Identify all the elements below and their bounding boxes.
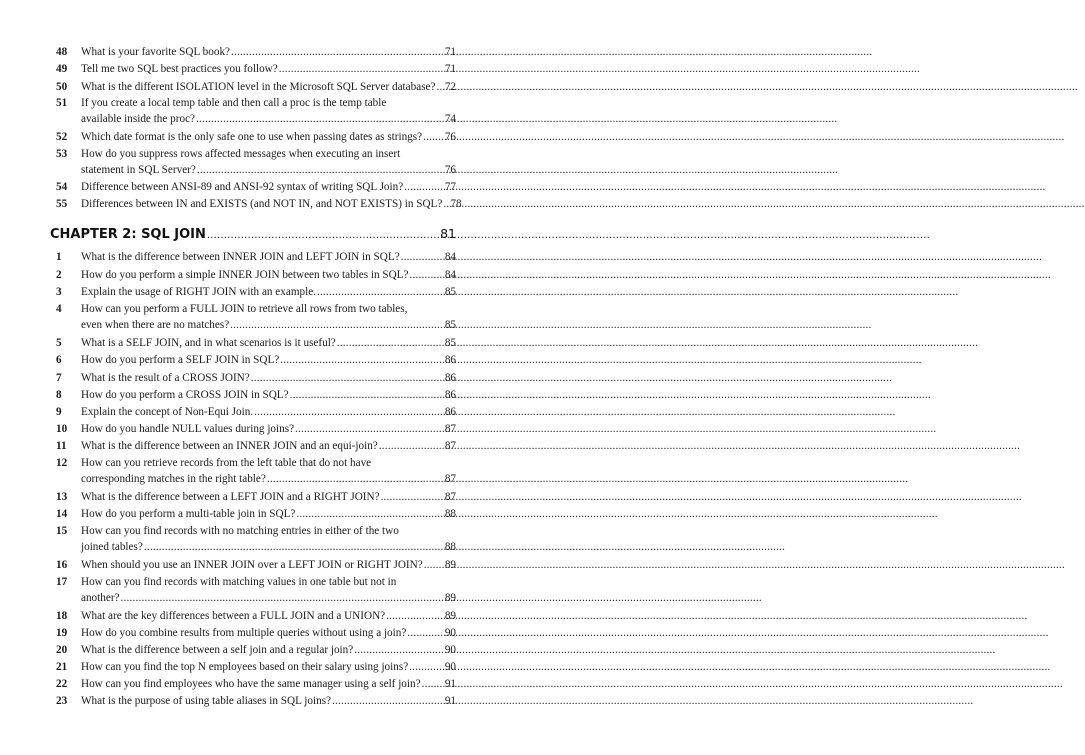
entry-title: How do you perform a simple INNER JOIN between two tables in SQL? [81,269,409,281]
entry-number: 2 [56,269,62,281]
entry-number: 18 [56,610,68,622]
entry-page-number: 90 [444,661,456,673]
entry-number: 8 [56,389,62,401]
entry-page-number: 89 [444,610,456,622]
entry-title: How can you find records with matching values in one table but not in [81,576,397,588]
leader-dots [409,268,443,284]
entry-number: 12 [56,457,68,469]
entry-title: available inside the proc? [81,112,195,125]
leader-dots [280,353,444,369]
entry-title: What is the difference between an INNER JOIN and an equi-join? [81,440,378,452]
toc-entry[interactable] [56,422,456,438]
toc-entry[interactable] [56,180,456,196]
entry-number: 1 [56,251,62,263]
entry-number: 15 [56,525,68,537]
leader-dots [207,228,439,244]
entry-title: another? [81,591,120,604]
toc-page [0,0,504,755]
toc-entry[interactable] [56,285,456,301]
entry-page-number: 86 [444,389,456,401]
entry-title: Which date format is the only safe one to use when passing dates as strings? [81,131,423,143]
toc-entry[interactable] [56,507,456,523]
leader-dots [407,626,443,642]
leader-dots [267,472,444,488]
entry-number: 19 [56,627,68,639]
entry-page-number: 86 [444,406,456,418]
toc-entry[interactable] [56,677,456,693]
entry-title: How can you find records with no matching entries in either of the two [81,525,399,537]
leader-dots [251,371,444,387]
entry-page-number: 91 [444,678,456,690]
toc-entry[interactable] [56,45,456,61]
entry-title: What is the difference between INNER JOIN and LEFT JOIN in SQL? [81,251,400,263]
toc-entry[interactable] [56,197,462,213]
leader-dots [144,540,444,556]
leader-dots [317,285,444,301]
entry-title: When should you use an INNER JOIN over a LEFT JOIN or RIGHT JOIN? [81,559,423,571]
entry-page-number: 89 [444,591,456,604]
entry-title: How do you suppress rows affected messages when executing an insert [81,148,401,160]
entry-page-number: 84 [444,269,456,281]
entry-page-number: 76 [444,163,456,176]
entry-number: 13 [56,491,68,503]
entry-number: 10 [56,423,68,435]
toc-entry[interactable] [56,80,456,96]
entry-page-number: 89 [444,559,456,571]
toc-entry[interactable] [56,694,456,710]
leader-dots [379,439,444,455]
toc-entry[interactable] [56,439,456,455]
leader-dots [424,558,444,574]
entry-page-number: 87 [444,491,456,503]
toc-entry[interactable] [56,268,456,284]
leader-dots [196,112,444,128]
entry-page-number: 85 [444,337,456,349]
entry-page-number: 78 [450,198,462,210]
entry-title: What is the difference between a LEFT JOIN and a RIGHT JOIN? [81,491,380,503]
toc-entry[interactable] [56,524,456,555]
entry-number: 53 [56,148,68,160]
entry-number: 17 [56,576,68,588]
leader-dots [254,405,444,421]
leader-dots [337,336,444,352]
entry-number: 16 [56,559,68,571]
entry-title: Differences between IN and EXISTS (and NOT IN, and NOT EXISTS) in SQL? [81,198,443,210]
entry-number: 21 [56,661,68,673]
toc-entry[interactable] [56,609,456,625]
entry-number: 48 [56,46,68,58]
entry-page-number: 88 [444,508,456,520]
entry-page-number: 86 [444,354,456,366]
leader-dots [197,163,444,179]
toc-entry[interactable] [56,353,456,369]
toc-entry[interactable] [56,388,456,404]
entry-title: If you create a local temp table and then call a proc is the temp table [81,97,387,109]
entry-title: Tell me two SQL best practices you follow? [81,63,278,75]
toc-entry[interactable] [56,147,456,178]
toc-entry[interactable] [56,336,456,352]
toc-entry[interactable] [56,490,456,506]
entry-title: How do you perform a SELF JOIN in SQL? [81,354,280,366]
leader-dots [436,80,443,96]
entry-page-number: 71 [444,46,456,58]
leader-dots [401,250,444,266]
entry-number: 11 [56,440,67,452]
leader-dots [354,643,444,659]
toc-entry[interactable] [56,660,456,676]
entry-page-number: 85 [444,286,456,298]
entry-title: statement in SQL Server? [81,163,196,176]
toc-entry[interactable] [56,643,456,659]
leader-dots [386,609,444,625]
entry-title: How can you find employees who have the same manager using a self join? [81,678,421,690]
leader-dots [290,388,444,404]
entry-title: What are the key differences between a FULL JOIN and a UNION? [81,610,386,622]
entry-title: How do you perform a multi-table join in SQL? [81,508,296,520]
entry-number: 22 [56,678,68,690]
entry-title: What is the result of a CROSS JOIN? [81,372,250,384]
entry-title: How do you handle NULL values during joins? [81,423,295,435]
entry-number: 54 [56,181,68,193]
entry-title: Explain the usage of RIGHT JOIN with an example. [81,286,316,298]
toc-entry[interactable] [56,62,456,78]
leader-dots [422,677,444,693]
leader-dots [381,490,444,506]
entry-number: 20 [56,644,68,656]
entry-title: corresponding matches in the right table? [81,472,266,485]
leader-dots [443,197,449,213]
leader-dots [279,62,444,78]
entry-title: How can you perform a FULL JOIN to retrieve all rows from two tables, [81,303,408,315]
chapter-heading[interactable] [50,226,456,244]
entry-title: What is the different ISOLATION level in the Microsoft SQL Server database? [81,81,436,93]
entry-title: Explain the concept of Non-Equi Join. [81,406,254,418]
entry-number: 7 [56,372,62,384]
toc-entry[interactable] [56,405,456,421]
entry-number: 14 [56,508,68,520]
entry-number: 49 [56,63,68,75]
entry-page-number: 76 [444,131,456,143]
entry-page-number: 87 [444,472,456,485]
leader-dots [231,45,444,61]
entry-page-number: 85 [444,318,456,331]
entry-number: 50 [56,81,68,93]
entry-page-number: 90 [444,627,456,639]
chapter-page-number: 81 [440,226,456,241]
leader-dots [121,591,444,607]
entry-page-number: 88 [444,540,456,553]
toc-entry[interactable] [56,250,456,266]
entry-number: 23 [56,695,68,707]
entry-number: 4 [56,303,62,315]
entry-page-number: 71 [444,63,456,75]
entry-title: How can you find the top N employees based on their salary using joins? [81,661,409,673]
entry-number: 52 [56,131,68,143]
entry-number: 3 [56,286,62,298]
entry-title: How do you combine results from multiple queries without using a join? [81,627,407,639]
leader-dots [423,130,444,146]
leader-dots [230,318,444,334]
entry-page-number: 87 [444,440,456,452]
toc-entry[interactable] [56,96,456,127]
toc-entry[interactable] [56,626,456,642]
chapter-title: CHAPTER 2: SQL JOIN [50,227,206,242]
entry-title: What is the difference between a self join and a regular join? [81,644,354,656]
entry-title: joined tables? [81,540,143,553]
entry-page-number: 84 [444,251,456,263]
entry-title: How can you retrieve records from the left table that do not have [81,457,372,469]
entry-title: How do you perform a CROSS JOIN in SQL? [81,389,289,401]
entry-page-number: 87 [444,423,456,435]
entry-page-number: 77 [444,181,456,193]
entry-title: What is a SELF JOIN, and in what scenarios is it useful? [81,337,336,349]
entry-number: 6 [56,354,62,366]
toc-entry[interactable] [56,575,456,606]
entry-page-number: 91 [444,695,456,707]
toc-entry[interactable] [56,558,456,574]
entry-title: Difference between ANSI-89 and ANSI-92 syntax of writing SQL Join? [81,181,404,193]
entry-page-number: 86 [444,372,456,384]
toc-entry[interactable] [56,130,456,146]
leader-dots [409,660,444,676]
entry-title: What is the purpose of using table aliases in SQL joins? [81,695,332,707]
entry-page-number: 74 [444,112,456,125]
leader-dots [295,422,444,438]
entry-page-number: 72 [444,81,456,93]
entry-number: 5 [56,337,62,349]
toc-entry[interactable] [56,456,456,487]
entry-number: 55 [56,198,68,210]
toc-entry[interactable] [56,371,456,387]
toc-entry[interactable] [56,302,456,333]
entry-title: What is your favorite SQL book? [81,46,231,58]
leader-dots [404,180,444,196]
entry-page-number: 90 [444,644,456,656]
leader-dots [332,694,444,710]
entry-title: even when there are no matches? [81,318,230,331]
leader-dots [296,507,443,523]
entry-number: 9 [56,406,62,418]
entry-number: 51 [56,97,68,109]
